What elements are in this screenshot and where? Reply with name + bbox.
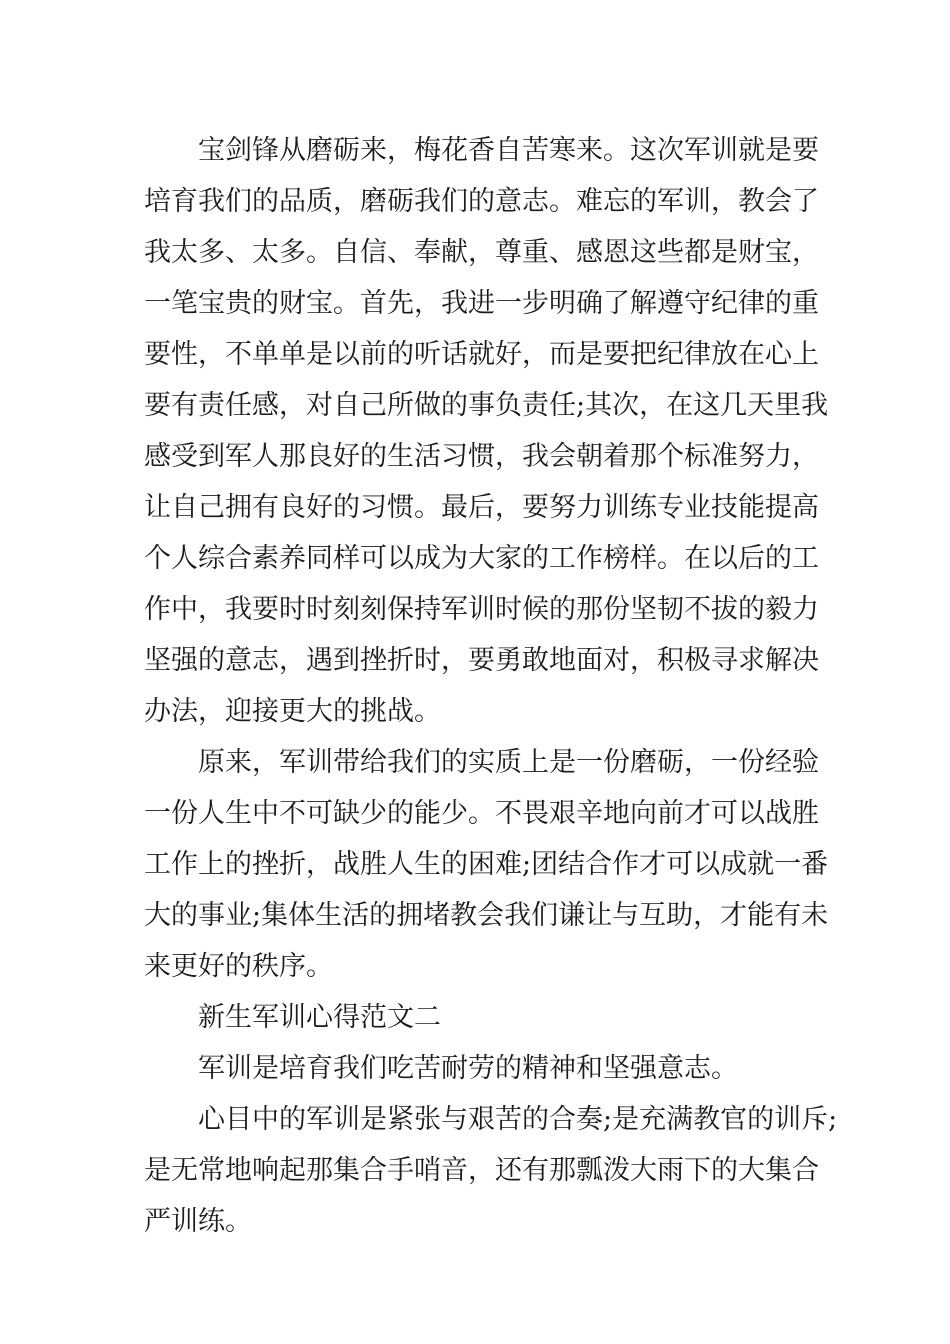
paragraph-line: 军训是培育我们吃苦耐劳的精神和坚强意志。 xyxy=(198,1053,738,1084)
paragraph-3 xyxy=(144,1043,808,1094)
paragraph-line: 工作上的挫折，战胜人生的困难;团结合作才可以成就一番 xyxy=(144,849,829,880)
paragraph-4 xyxy=(144,1094,838,1247)
paragraph-line: 个人综合素养同样可以成为大家的工作榜样。在以后的工 xyxy=(144,543,819,574)
paragraph-line: 作中，我要时时刻刻保持军训时候的那份坚韧不拔的毅力 xyxy=(144,594,819,625)
paragraph-line: 让自己拥有良好的习惯。最后，要努力训练专业技能提高 xyxy=(144,492,819,523)
paragraph-line: 坚强的意志，遇到挫折时，要勇敢地面对，积极寻求解决 xyxy=(144,645,819,676)
paragraph-1 xyxy=(144,125,829,737)
paragraph-line: 严训练。 xyxy=(144,1206,252,1237)
paragraph-2 xyxy=(144,737,829,992)
paragraph-line: 感受到军人那良好的生活习惯，我会朝着那个标准努力， xyxy=(144,441,819,472)
section-heading xyxy=(144,992,808,1043)
document-body xyxy=(144,125,838,1247)
paragraph-line: 要有责任感，对自己所做的事负责任;其次，在这几天里我 xyxy=(144,390,829,421)
paragraph-line: 心目中的军训是紧张与艰苦的合奏;是充满教官的训斥; xyxy=(198,1104,838,1135)
paragraph-line: 来更好的秩序。 xyxy=(144,951,333,982)
paragraph-line: 办法，迎接更大的挑战。 xyxy=(144,696,441,727)
paragraph-line: 宝剑锋从磨砺来，梅花香自苦寒来。这次军训就是要 xyxy=(198,135,819,166)
paragraph-line: 原来，军训带给我们的实质上是一份磨砺，一份经验 xyxy=(198,747,819,778)
paragraph-line: 要性，不单单是以前的听话就好，而是要把纪律放在心上 xyxy=(144,339,819,370)
paragraph-line: 大的事业;集体生活的拥堵教会我们谦让与互助，才能有未 xyxy=(144,900,829,931)
paragraph-line: 一份人生中不可缺少的能少。不畏艰辛地向前才可以战胜 xyxy=(144,798,819,829)
section-heading-text: 新生军训心得范文二 xyxy=(198,1002,441,1033)
paragraph-line: 我太多、太多。自信、奉献，尊重、感恩这些都是财宝， xyxy=(144,237,819,268)
paragraph-line: 一笔宝贵的财宝。首先，我进一步明确了解遵守纪律的重 xyxy=(144,288,819,319)
paragraph-line: 培育我们的品质，磨砺我们的意志。难忘的军训，教会了 xyxy=(144,186,819,217)
paragraph-line: 是无常地响起那集合手哨音，还有那瓢泼大雨下的大集合 xyxy=(144,1155,819,1186)
